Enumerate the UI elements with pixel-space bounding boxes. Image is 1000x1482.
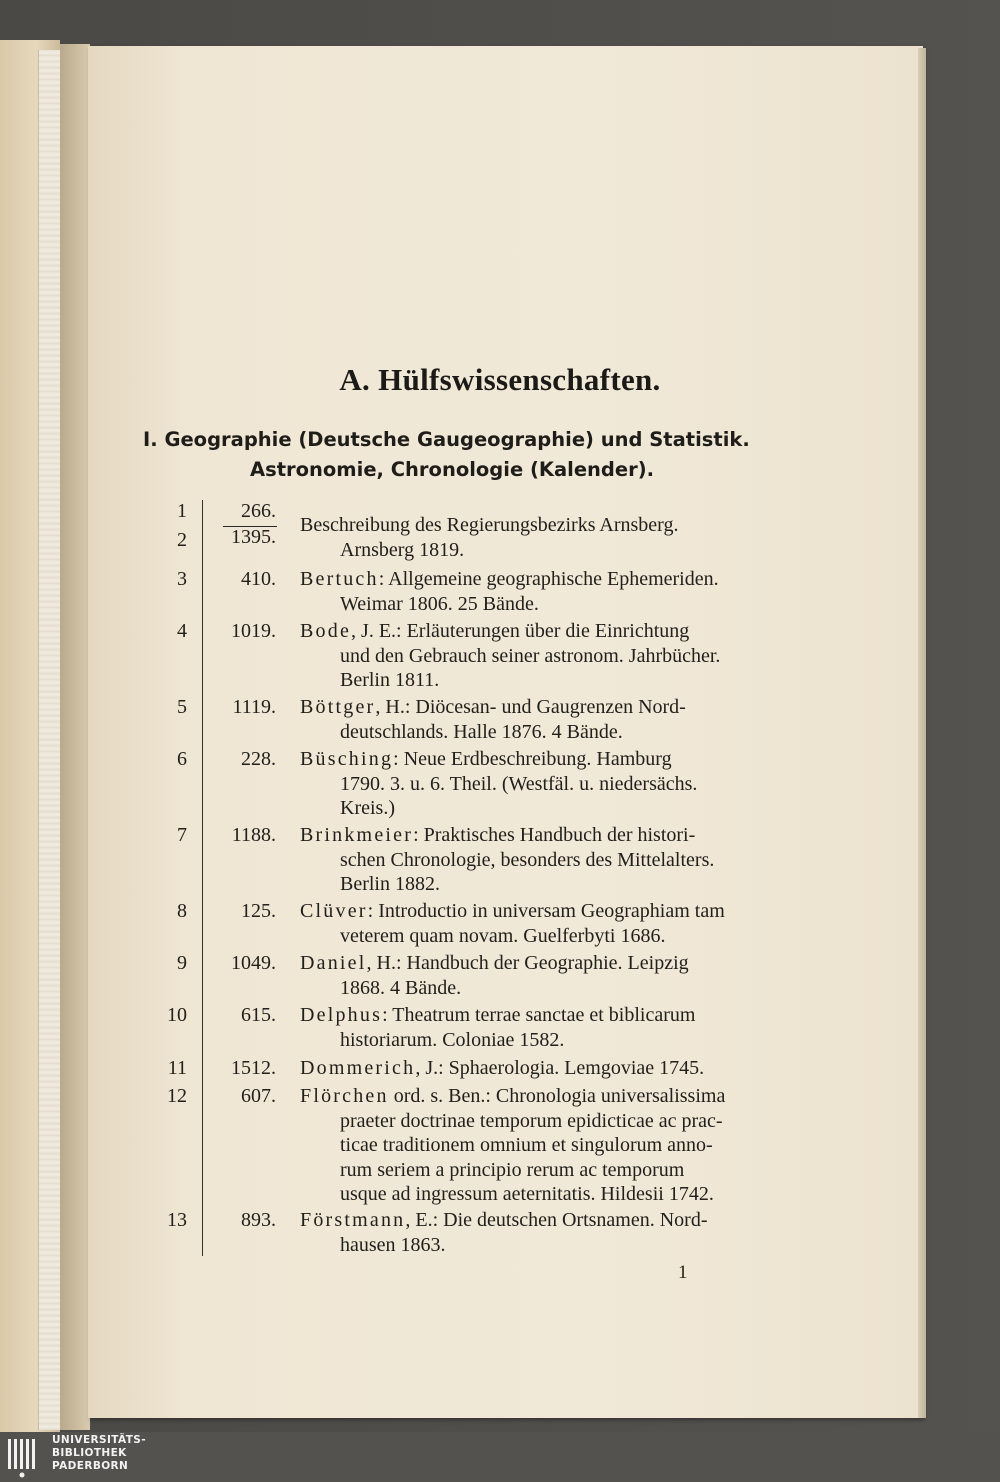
page-gutter [60, 44, 90, 1430]
entry-text-line: rum seriem a principio rerum ac temporum [340, 1158, 685, 1181]
page-edge [918, 48, 926, 1418]
entry-number: 9 [177, 952, 187, 974]
entry-number: 12 [167, 1085, 187, 1107]
entry-number: 11 [167, 1057, 187, 1079]
entry-text-first-line [300, 620, 689, 643]
entry-number: 10 [167, 1004, 187, 1026]
university-library-logo-icon [6, 1437, 38, 1479]
entry-text-first-line: Beschreibung des Regierungsbezirks Arnsberg. [300, 514, 679, 536]
shelf-signature: 1188. [231, 824, 276, 846]
entry-author: Daniel [300, 952, 367, 974]
entry-text: ord. s. Ben.: Chronologia universalissima [388, 1085, 726, 1107]
entry-text: : Neue Erdbeschreibung. Hamburg [393, 748, 672, 770]
entry-number: 6 [177, 748, 187, 770]
page-number: 1 [678, 1262, 688, 1283]
binding-strip [38, 50, 62, 1430]
entry-text: , H.: Handbuch der Geographie. Leipzig [366, 952, 689, 974]
shelf-signature: 1512. [231, 1057, 276, 1079]
entry-text: : Allgemeine geographische Ephemeriden. [378, 568, 719, 590]
entry-text-first-line [300, 1057, 704, 1080]
entry-author: Büsching [300, 748, 394, 770]
entry-author: Delphus [300, 1004, 383, 1026]
entry-text-line: 1790. 3. u. 6. Theil. (Westfäl. u. niedersächs. [340, 772, 698, 795]
entry-text-first-line [300, 900, 725, 923]
entry-text-line: Kreis.) [340, 797, 395, 819]
footer-bar [0, 1432, 1000, 1482]
shelf-signature: 1019. [231, 620, 276, 642]
shelf-signature: 228. [241, 748, 276, 770]
shelf-signature: 410. [241, 568, 276, 590]
entry-text-line: Arnsberg 1819. [340, 538, 465, 561]
entry-author: Dommerich [300, 1057, 416, 1079]
entry-number: 5 [177, 696, 187, 718]
entry-author: Brinkmeier [300, 824, 414, 846]
entry-number: 8 [177, 900, 187, 922]
shelf-signature: 615. [241, 1004, 276, 1026]
entry-text-line: Weimar 1806. 25 Bände. [340, 592, 539, 615]
library-name-line2: BIBLIOTHEK [52, 1447, 127, 1459]
entry-text-first-line [300, 748, 672, 771]
entry-author: Förstmann [300, 1209, 406, 1231]
shelf-signature: 266. [241, 500, 276, 522]
entry-text-line: historiarum. Coloniae 1582. [340, 1028, 565, 1051]
shelf-signature: 1395. [231, 526, 276, 548]
shelf-signature: 893. [241, 1209, 276, 1231]
section-heading-line1: I. Geographie (Deutsche Gaugeographie) und Statistik. [143, 428, 750, 451]
entry-text-line: praeter doctrinae temporum epidicticae ac prac- [340, 1109, 723, 1132]
entry-text-line: und den Gebrauch seiner astronom. Jahrbücher. [340, 644, 721, 667]
entry-author: Böttger [300, 696, 376, 718]
entry-text: , J. E.: Erläuterungen über die Einrichtung [351, 620, 690, 642]
entry-text: , J.: Sphaerologia. Lemgoviae 1745. [415, 1057, 705, 1079]
entry-text: , H.: Diöcesan- und Gaugrenzen Nord- [375, 696, 686, 718]
column-rule [202, 500, 203, 1256]
entry-text: : Theatrum terrae sanctae et biblicarum [382, 1004, 696, 1026]
entry-author: Bertuch [300, 568, 379, 590]
entry-text-line: deutschlands. Halle 1876. 4 Bände. [340, 720, 623, 743]
entry-text-first-line [300, 952, 689, 975]
entry-number: 13 [167, 1209, 187, 1231]
entry-text: , E.: Die deutschen Ortsnamen. Nord- [405, 1209, 708, 1231]
library-name-line1: UNIVERSITÄTS- [52, 1434, 147, 1446]
entry-author: Flörchen [300, 1085, 389, 1107]
entry-text-line: schen Chronologie, besonders des Mittelalters. [340, 848, 715, 871]
entry-text-first-line [300, 696, 686, 719]
entry-number: 4 [177, 620, 187, 642]
entry-text-first-line [300, 568, 719, 591]
entry-text-first-line [300, 1085, 725, 1108]
entry-number: 2 [177, 529, 187, 551]
entry-text-line: ticae traditionem omnium et singulorum anno- [340, 1134, 713, 1156]
entry-author: Bode [300, 620, 352, 642]
shelf-signature: 1049. [231, 952, 276, 974]
entry-number: 7 [177, 824, 187, 846]
shelf-signature: 607. [241, 1085, 276, 1107]
entry-text-line: veterem quam novam. Guelferbyti 1686. [340, 924, 666, 947]
shelf-signature: 125. [241, 900, 276, 922]
entry-text-line: hausen 1863. [340, 1233, 446, 1256]
chapter-title: A. Hülfswissenschaften. [339, 362, 661, 397]
shelf-signature: 1119. [232, 696, 276, 718]
entry-text-first-line [300, 1209, 708, 1232]
entry-text: : Introductio in universam Geographiam tam [367, 900, 725, 922]
entry-text-first-line [300, 1004, 695, 1027]
entry-text-line: usque ad ingressum aeternitatis. Hildesii 1742. [340, 1183, 714, 1205]
entry-text-line: 1868. 4 Bände. [340, 976, 462, 999]
entry-number: 1 [177, 500, 187, 522]
library-name-line3: PADERBORN [52, 1460, 129, 1472]
entry-text-line: Berlin 1882. [340, 873, 440, 895]
entry-author: Clüver [300, 900, 368, 922]
entry-text-line: Berlin 1811. [340, 669, 440, 691]
entry-number: 3 [177, 568, 187, 590]
section-heading-line2: Astronomie, Chronologie (Kalender). [250, 458, 655, 481]
entry-text-first-line [300, 824, 695, 847]
entry-text: : Praktisches Handbuch der histori- [413, 824, 696, 846]
